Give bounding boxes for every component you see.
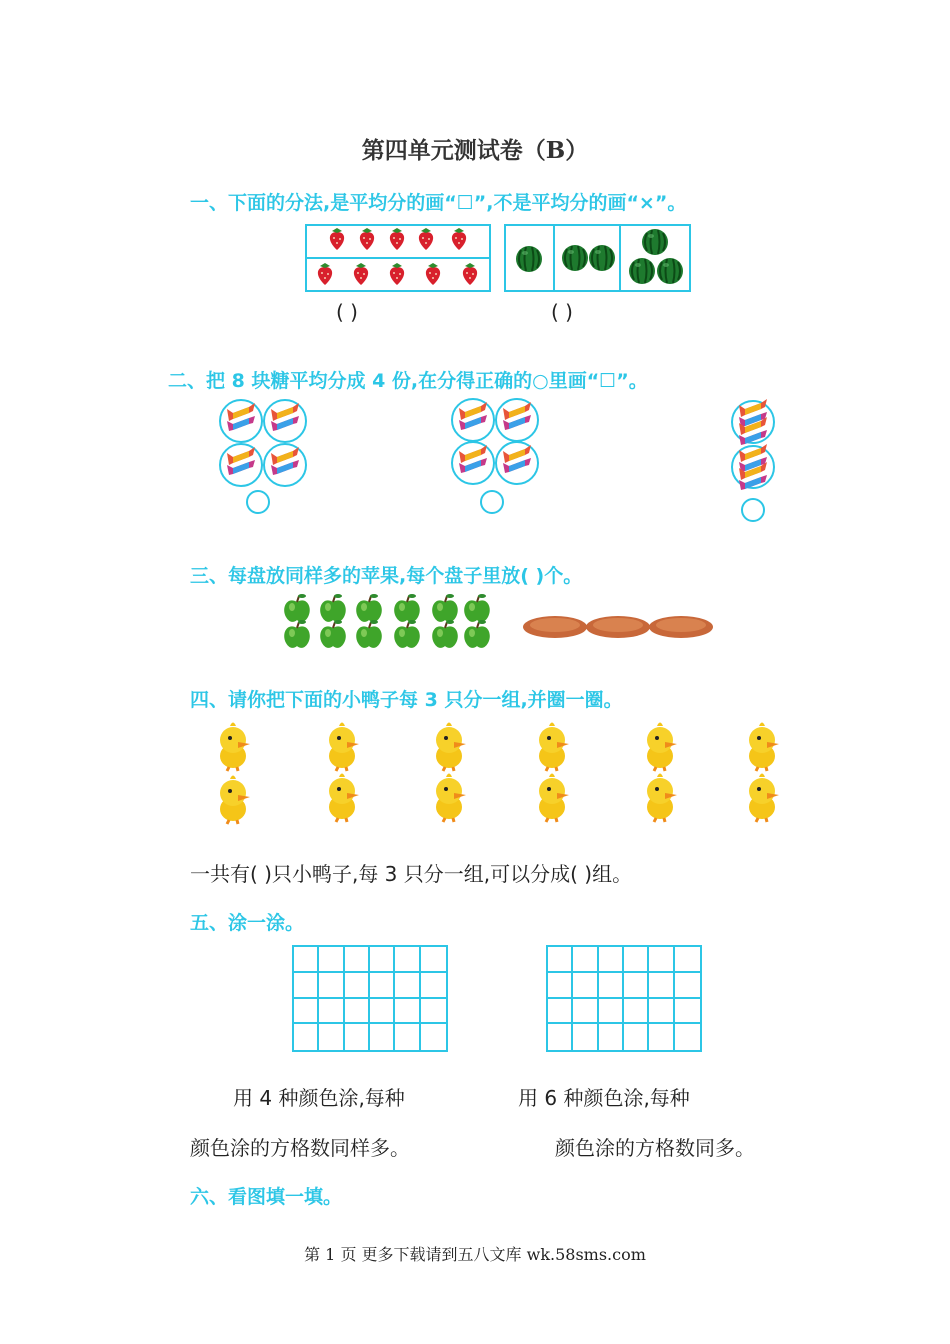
strawberry-group <box>305 224 491 292</box>
answer-circle-2 <box>481 491 503 513</box>
strawberry-icon <box>360 228 374 250</box>
question-4-fill: 一共有( )只小鸭子,每 3 只分一组,可以分成( )组。 <box>190 862 633 886</box>
watermelon-icon <box>516 246 542 272</box>
coloring-grid-left[interactable] <box>292 945 448 1052</box>
watermelon-icon <box>562 245 588 271</box>
strawberry-icon <box>390 263 404 285</box>
answer-blank-1[interactable]: ( ) <box>336 300 358 324</box>
page-footer: 第 1 页 更多下载请到五八文库 wk.58sms.com <box>304 1245 646 1264</box>
plate-icon <box>523 616 587 638</box>
plate-icon <box>649 616 713 638</box>
plate-icon <box>586 616 650 638</box>
question-6: 六、看图填一填。 <box>190 1186 343 1208</box>
question-2: 二、把 8 块糖平均分成 4 份,在分得正确的○里画“☐”。 <box>168 370 648 392</box>
left-instruction-line-1: 用 4 种颜色涂,每种 <box>233 1086 405 1110</box>
duck-group <box>200 722 800 832</box>
candy-groups <box>0 395 950 530</box>
question-3: 三、每盘放同样多的苹果,每个盘子里放( )个。 <box>190 565 583 587</box>
left-instruction-line-2: 颜色涂的方格数同样多。 <box>190 1136 410 1160</box>
strawberry-icon <box>426 263 440 285</box>
candy-group-1 <box>220 400 306 513</box>
question-5: 五、涂一涂。 <box>190 912 305 934</box>
candy-group-2 <box>452 399 538 513</box>
strawberry-icon <box>419 228 433 250</box>
answer-circle-1 <box>247 491 269 513</box>
strawberry-icon <box>452 228 466 250</box>
watermelon-icon <box>657 258 683 284</box>
strawberry-icon <box>330 228 344 250</box>
right-instruction-line-1: 用 6 种颜色涂,每种 <box>518 1086 690 1110</box>
candy-group-3 <box>732 399 774 521</box>
strawberry-icon <box>318 263 332 285</box>
watermelon-icon <box>642 229 668 255</box>
watermelon-icon <box>589 245 615 271</box>
question-4: 四、请你把下面的小鸭子每 3 只分一组,并圈一圈。 <box>190 689 623 711</box>
strawberry-icon <box>390 228 404 250</box>
page-title: 第四单元测试卷（B） <box>361 137 589 164</box>
watermelon-group <box>504 224 691 292</box>
apples-and-plates <box>278 594 728 652</box>
coloring-grid-right[interactable] <box>546 945 702 1052</box>
right-instruction-line-2: 颜色涂的方格数同多。 <box>555 1136 755 1160</box>
strawberry-icon <box>463 263 477 285</box>
answer-blank-2[interactable]: ( ) <box>551 300 573 324</box>
answer-circle-3 <box>742 499 764 521</box>
strawberry-icon <box>354 263 368 285</box>
watermelon-icon <box>629 258 655 284</box>
question-1: 一、下面的分法,是平均分的画“☐”,不是平均分的画“×”。 <box>190 192 687 214</box>
